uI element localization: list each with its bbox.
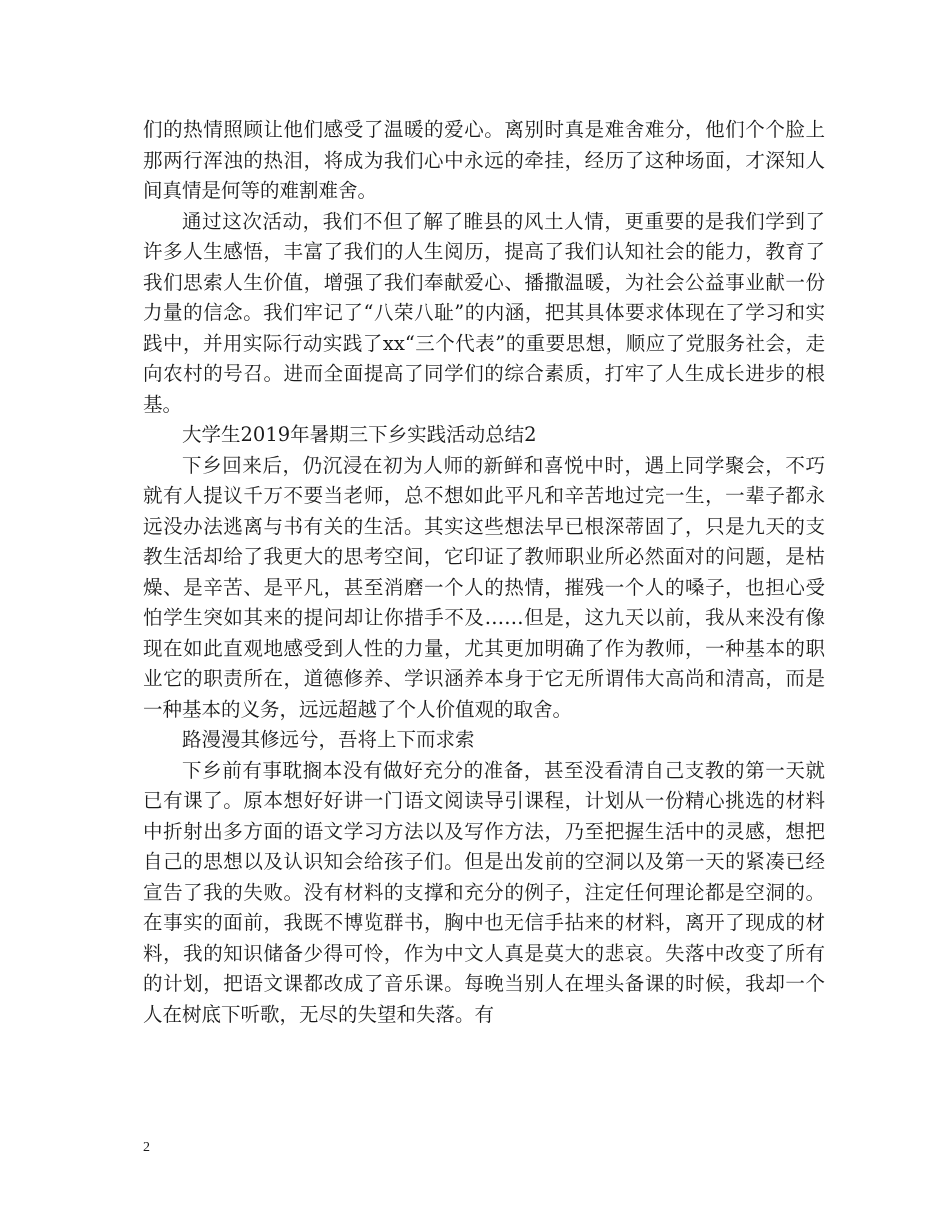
paragraph-4: 下乡前有事耽搁本没有做好充分的准备，甚至没看清自己支教的第一天就已有课了。原本想好好讲一门语文阅读导引课程，计划从一份精心挑选的材料中折射出多方面的语文学习方法以及写作方法，乃至把握生活中的灵感，想把自己的思想以及认识知会给孩子们。但是出发前的空洞以及第一天的紧凑已经宣告了我的失败。没有材料的支撑和充分的例子，注定任何理论都是空洞的。在事实的面前，我既不博览群书，胸中也无信手拈来的材料，离开了现成的材料，我的知识储备少得可怜，作为中文人真是莫大的悲哀。失落中改变了所有的计划，把语文课都改成了音乐课。每晚当别人在埋头备课的时候，我却一个人在树底下听歌，无尽的失望和失落。有 [143,758,825,1026]
paragraph-1: 们的热情照顾让他们感受了温暖的爱心。离别时真是难舍难分，他们个个脸上那两行浑浊的热泪，将成为我们心中永远的牵挂，经历了这种场面，才深知人间真情是何等的难割难舍。 [143,118,825,202]
subheading-quote: 路漫漫其修远兮，吾将上下而求索 [182,728,475,751]
document-body [143,115,825,1030]
paragraph-3: 下乡回来后，仍沉浸在初为人师的新鲜和喜悦中时，遇上同学聚会，不巧就有人提议千万不要当老师，总不想如此平凡和辛苦地过完一生，一辈子都永远没办法逃离与书有关的生活。其实这些想法早已根深蒂固了，只是九天的支教生活却给了我更大的思考空间，它印证了教师职业所必然面对的问题，是枯燥、是辛苦、是平凡，甚至消磨一个人的热情，摧残一个人的嗓子，也担心受怕学生突如其来的提问却让你措手不及……但是，这九天以前，我从来没有像现在如此直观地感受到人性的力量，尤其更加明确了作为教师，一种基本的职业它的职责所在，道德修养、学识涵养本身于它无所谓伟大高尚和清高，而是一种基本的义务，远远超越了个人价值观的取舍。 [143,453,825,721]
page-number: 2 [143,1140,150,1155]
section-heading: 大学生2019年暑期三下乡实践活动总结2 [182,423,537,446]
paragraph-2: 通过这次活动，我们不但了解了睢县的风土人情，更重要的是我们学到了许多人生感悟，丰富了我们的人生阅历，提高了我们认知社会的能力，教育了我们思索人生价值，增强了我们奉献爱心、播撒温暖，为社会公益事业献一份力量的信念。我们牢记了“八荣八耻”的内涵，把其具体要求体现在了学习和实践中，并用实际行动实践了xx“三个代表”的重要思想，顺应了党服务社会，走向农村的号召。进而全面提高了同学们的综合素质，打牢了人生成长进步的根基。 [143,209,825,416]
